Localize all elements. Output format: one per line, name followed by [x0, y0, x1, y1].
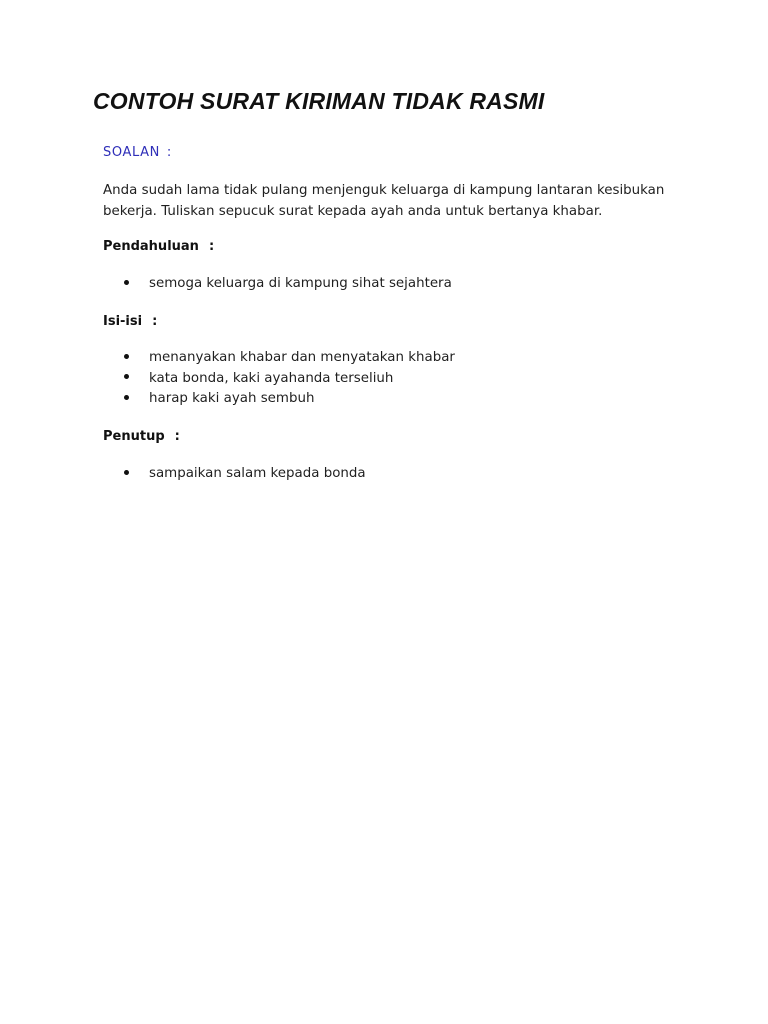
list-item	[124, 464, 366, 485]
list-item	[124, 274, 452, 295]
list-item	[124, 348, 455, 369]
list-item	[124, 369, 455, 390]
question-body: Anda sudah lama tidak pulang menjenguk keluarga di kampung lantaran kesibukan bekerja. Tuliskan sepucuk surat kepada ayah anda untuk bertanya khabar.	[103, 183, 665, 219]
question-label	[103, 145, 172, 160]
section-heading-text: Isi-isi	[103, 314, 143, 329]
list-item-text: sampaikan salam kepada bonda	[149, 466, 366, 481]
list-item-text: menanyakan khabar dan menyatakan khabar	[149, 350, 455, 365]
section-heading-colon: :	[208, 239, 215, 254]
bullet-icon	[124, 470, 129, 475]
bullet-icon	[124, 280, 129, 285]
list-item-text: kata bonda, kaki ayahanda terseliuh	[149, 370, 394, 386]
section-heading-colon: :	[152, 314, 158, 329]
bullet-list-penutup	[124, 464, 366, 485]
list-item-text: semoga keluarga di kampung sihat sejahtera	[149, 276, 452, 291]
bullet-list-pendahuluan	[124, 274, 452, 295]
section-heading-pendahuluan	[103, 239, 214, 254]
question-label-text: SOALAN	[103, 145, 160, 160]
section-heading-text: Penutup	[103, 429, 165, 444]
section-heading-colon: :	[174, 429, 180, 444]
bullet-icon	[124, 395, 129, 400]
list-item-text: harap kaki ayah sembuh	[149, 391, 315, 406]
bullet-list-isi-isi	[124, 348, 455, 410]
question-label-colon: :	[166, 145, 172, 160]
document-title: CONTOH SURAT KIRIMAN TIDAK RASMI	[93, 88, 545, 114]
section-heading-isi-isi	[103, 314, 157, 329]
bullet-icon	[124, 374, 129, 379]
section-heading-text: Pendahuluan	[103, 239, 199, 254]
section-heading-penutup	[103, 429, 180, 444]
list-item	[124, 389, 455, 410]
bullet-icon	[124, 354, 129, 359]
